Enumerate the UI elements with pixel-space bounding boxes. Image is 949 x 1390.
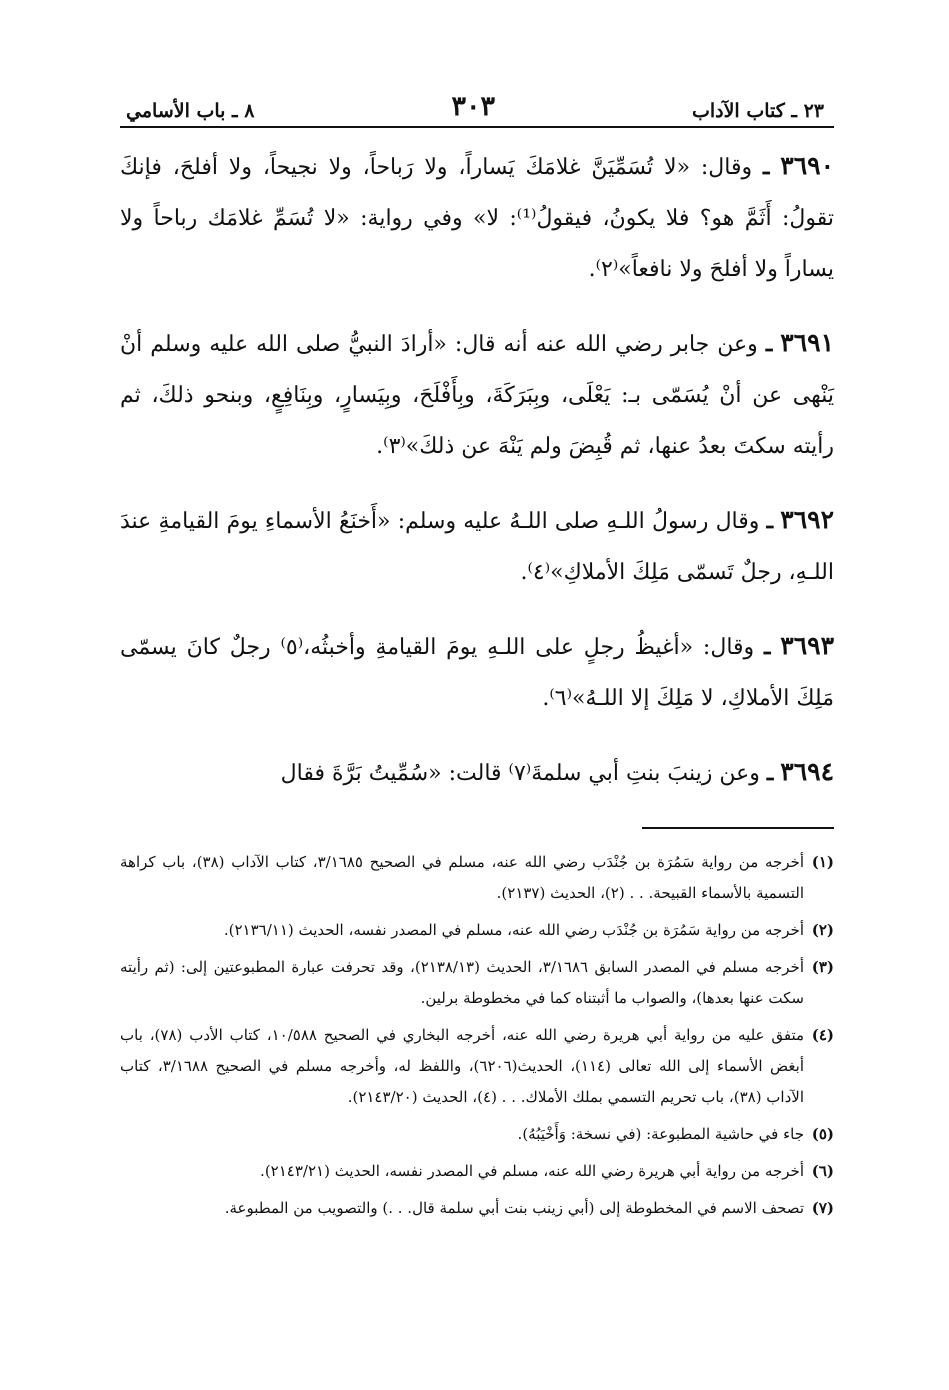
page-header — [120, 78, 834, 122]
hadith-paragraph — [120, 746, 834, 799]
footnote — [120, 1156, 834, 1187]
footnote — [120, 915, 834, 946]
number-dash: ـ — [766, 508, 774, 534]
footnote — [120, 1119, 834, 1150]
footnote-marker: (٣) — [811, 958, 834, 976]
footnote-marker: (٦) — [811, 1162, 834, 1180]
footnote — [120, 847, 834, 909]
footnote-text: أخرجه مسلم في المصدر السابق ٣/١٦٨٦، الحديث (٢١٣٨/١٣)، وقد تحرفت عبارة المطبوعتين إلى: (ثم رأيته سكت عنها بعدها)، والصواب ما أثبتناه كما في مخطوطة برلين. — [120, 958, 804, 1007]
footnotes — [120, 847, 834, 1224]
footnote-text: تصحف الاسم في المخطوطة إلى (أبي زينب بنت أبي سلمة قال. . .) والتصويب من المطبوعة. — [224, 1199, 804, 1217]
hadith-number: ٣٦٩٤ — [780, 757, 834, 786]
footnote-marker: (٧) — [811, 1199, 834, 1217]
hadith-paragraph — [120, 494, 834, 598]
footnote — [120, 952, 834, 1014]
footnote-divider — [642, 827, 834, 829]
book-page — [120, 78, 834, 1230]
footnote-text: أخرجه من رواية سَمُرَة بن جُنْدَب رضي الله عنه، مسلم في المصدر نفسه، الحديث (٢١٣٦/١١). — [223, 921, 804, 939]
footnote-text: أخرجه من رواية أبي هريرة رضي الله عنه، مسلم في المصدر نفسه، الحديث (٢١٤٣/٢١). — [260, 1162, 804, 1180]
number-dash: ـ — [762, 154, 770, 180]
hadith-number: ٣٦٩٣ — [780, 631, 834, 660]
hadith-number: ٣٦٩١ — [780, 328, 834, 357]
footnote-marker: (٤) — [811, 1026, 834, 1044]
number-dash: ـ — [766, 760, 774, 786]
hadith-number: ٣٦٩٠ — [780, 151, 835, 180]
number-dash: ـ — [765, 331, 773, 357]
number-dash: ـ — [764, 634, 771, 660]
footnote — [120, 1193, 834, 1224]
hadith-number: ٣٦٩٢ — [780, 505, 835, 534]
footnote-marker: (١) — [811, 853, 834, 871]
hadith-paragraph — [120, 317, 834, 472]
hadith-text: وعن جابر رضي الله عنه أنه قال: «أرادَ النبيُّ صلى الله عليه وسلم أنْ يَنْهى عن أنْ يُسَمّى بـ: يَعْلَى، وبِبَرَكَةَ، وبِأَفْلَحَ، وبِيَسارٍ، وبِنَافِعٍ، وبنحو ذلكَ، ثم رأيته سكتَ بعدُ عنها، ثم قُبِضَ ولم يَنْهَ عن ذلكَ»⁽٣⁾. — [120, 332, 834, 459]
page-number: ٣٠٣ — [451, 91, 495, 122]
hadith-paragraph — [120, 140, 834, 295]
hadith-text: وقال رسولُ اللـهِ صلى اللـهُ عليه وسلم: «أَخنَعُ الأسماءِ يومَ القيامةِ عندَ اللـهِ، رجلٌ تَسمّى مَلِكَ الأملاكِ»⁽٤⁾. — [120, 509, 834, 585]
chapter-title: ٢٣ ـ كتاب الآداب — [691, 100, 824, 122]
section-title: ٨ ـ باب الأسامي — [126, 100, 255, 122]
footnote-marker: (٢) — [811, 921, 834, 939]
hadith-text: وعن زينبَ بنتِ أبي سلمةَ⁽٧⁾ قالت: «سُمِّيتُ بَرَّةَ فقال — [280, 761, 760, 786]
hadith-text: وقال: «أغيظُ رجلٍ على اللـهِ يومَ القيامةِ وأخبثُه،⁽٥⁾ رجلٌ كانَ يسمّى مَلِكَ الأملاكِ، لا مَلِكَ إلا اللـهُ»⁽٦⁾. — [120, 635, 834, 711]
footnote-text: جاء في حاشية المطبوعة: (في نسخة: وَأَخْيَبُهُ). — [517, 1125, 804, 1143]
main-text — [120, 128, 834, 799]
footnote — [120, 1020, 834, 1113]
footnote-marker: (٥) — [811, 1125, 834, 1143]
footnote-text: متفق عليه من رواية أبي هريرة رضي الله عنه، أخرجه البخاري في الصحيح ١٠/٥٨٨، كتاب الأدب (٧٨)، باب أبغض الأسماء إلى الله تعالى (١١٤)، الحديث(٦٢٠٦)، واللفظ له، وأخرجه مسلم في الصحيح ٣/١٦٨٨، كتاب الآداب (٣٨)، باب تحريم التسمي بملك الأملاك. . . (٤)، الحديث (٢١٤٣/٢٠). — [120, 1026, 805, 1106]
hadith-text: وقال: «لا تُسَمِّيَنَّ غلامَكَ يَساراً، ولا رَباحاً، ولا نجيحاً، ولا أفلحَ، فإنكَ تقولُ: أَثَمَّ هو؟ فلا يكونُ، فيقولُ⁽¹⁾: لا» وفي رواية: «لا تُسَمِّ غلامَك رباحاً ولا يساراً ولا أفلحَ ولا نافعاً»⁽٢⁾. — [120, 155, 834, 282]
footnote-text: أخرجه من رواية سَمُرَة بن جُنْدَب رضي الله عنه، مسلم في الصحيح ٣/١٦٨٥، كتاب الآداب (٣٨)، باب كراهة التسمية بالأسماء القبيحة. . . (٢)، الحديث (٢١٣٧). — [120, 853, 804, 902]
hadith-paragraph — [120, 620, 834, 724]
